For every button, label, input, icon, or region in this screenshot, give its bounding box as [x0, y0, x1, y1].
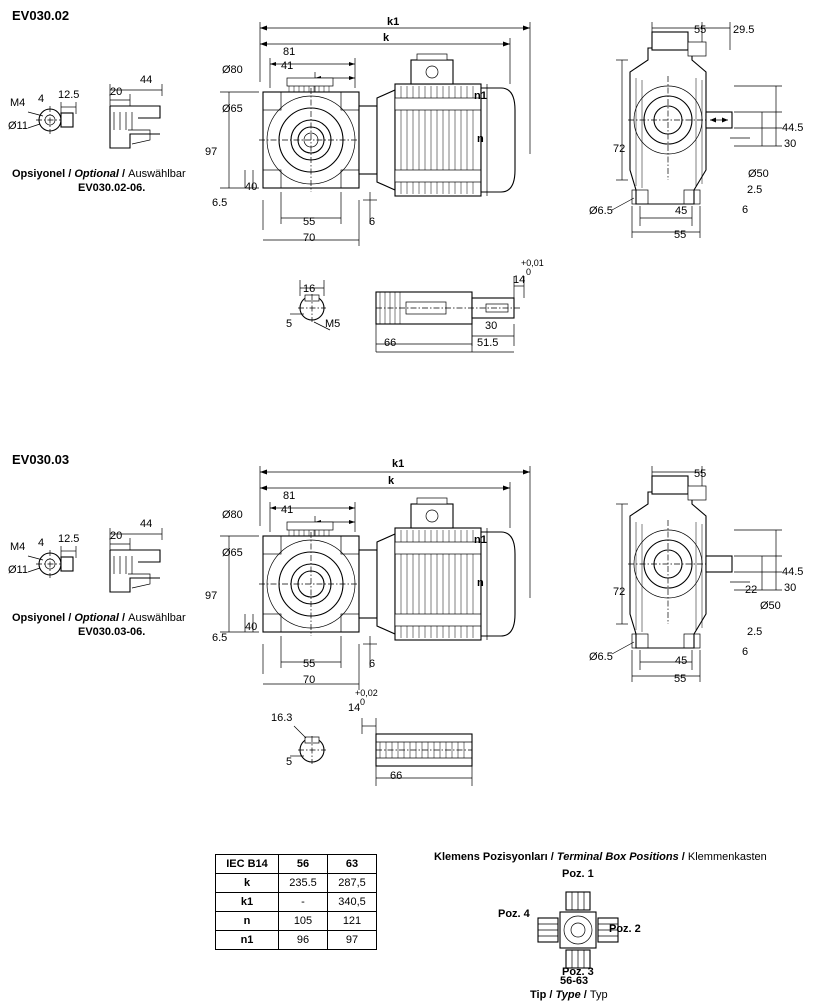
- side-dim-25-2: 2.5: [747, 626, 763, 638]
- terminal-box-title-en: Terminal Box Positions: [556, 851, 679, 863]
- detail-1-125-label: 12.5: [58, 89, 80, 101]
- dim-65-label-2: 6.5: [212, 632, 228, 644]
- optional-code-2: EV030.03-06.: [78, 626, 146, 638]
- dim-k1-label-1: k1: [387, 16, 400, 28]
- dim-40-label-2: 40: [245, 621, 258, 633]
- row-label-k: k: [216, 874, 279, 893]
- shaft-dim-14-1: 14: [513, 274, 526, 286]
- terminal-pos-3-label: Poz. 3: [562, 966, 594, 978]
- dim-d80-label-1: Ø80: [222, 64, 243, 76]
- shaft-dim-m5-1: M5: [325, 318, 341, 330]
- terminal-caption: [530, 989, 608, 1002]
- row-n-63: 121: [328, 912, 377, 931]
- row-k-56: 235.5: [279, 874, 328, 893]
- dim-97-label-2: 97: [205, 590, 218, 602]
- sep-t2: /: [678, 851, 688, 863]
- dim-6-label-1: 6: [369, 216, 376, 228]
- optional-note-1-de: Auswählbar: [128, 168, 186, 180]
- dim-41-label-1: 41: [281, 60, 294, 72]
- table-row: [216, 874, 377, 893]
- dim-k-label-1: k: [383, 32, 390, 44]
- side-view-drawing-2: [610, 464, 810, 694]
- dim-97-label-1: 97: [205, 146, 218, 158]
- detail-1-44-label: 44: [140, 74, 153, 86]
- terminal-box-title-de: Klemmenkasten: [687, 851, 767, 863]
- side-dim-55-top-2: 55: [694, 468, 707, 480]
- detail-2-125-label: 12.5: [58, 533, 80, 545]
- row-k1-56: -: [279, 893, 328, 912]
- side-dim-55-bottom-2: 55: [674, 673, 687, 685]
- optional-detail-drawing-2: [10, 522, 200, 602]
- dim-40-label-1: 40: [245, 181, 258, 193]
- optional-note-2-en: Optional: [74, 612, 119, 624]
- side-dim-22-2: 22: [745, 584, 758, 596]
- detail-1-20-label: 20: [110, 86, 123, 98]
- shaft-tol-1: +0,01: [521, 258, 544, 268]
- side-dim-72-1: 72: [613, 143, 626, 155]
- shaft-dim-14-2: 14: [348, 702, 361, 714]
- row-n1-56: 96: [279, 931, 328, 950]
- terminal-box-title: [434, 851, 767, 864]
- detail-1-m4-label: M4: [10, 97, 26, 109]
- shaft-tol-2: +0,02: [355, 688, 378, 698]
- sep-2b: /: [118, 612, 129, 624]
- dim-d65-label-1: Ø65: [222, 103, 243, 115]
- dim-n1-label-1: n1: [474, 90, 487, 102]
- front-view-drawing-2: [215, 458, 575, 698]
- table-row: [216, 893, 377, 912]
- side-dim-d50-1: Ø50: [748, 168, 769, 180]
- side-dim-55-top-1: 55: [694, 24, 707, 36]
- sep-c2: /: [580, 989, 590, 1001]
- row-label-n: n: [216, 912, 279, 931]
- dim-81-label-2: 81: [283, 490, 296, 502]
- shaft-dim-163-2: 16.3: [271, 712, 293, 724]
- detail-1-d11-label: Ø11: [8, 120, 28, 132]
- optional-note-1-en: Optional: [74, 168, 119, 180]
- terminal-caption-en: Type: [555, 989, 581, 1001]
- detail-2-m4-label: M4: [10, 541, 26, 553]
- shaft-dim-66-2: 66: [390, 770, 403, 782]
- sep-2a: /: [65, 612, 75, 624]
- row-label-n1: n1: [216, 931, 279, 950]
- dim-k1-label-2: k1: [392, 458, 405, 470]
- shaft-dim-5-1: 5: [286, 318, 293, 330]
- shaft-dim-16-1: 16: [303, 283, 316, 295]
- side-dim-445-1: 44.5: [782, 122, 804, 134]
- table-header-63: 63: [328, 855, 377, 874]
- sep-1b: /: [118, 168, 129, 180]
- section-title-2: EV030.03: [12, 452, 70, 467]
- side-dim-d65-2: Ø6.5: [589, 651, 613, 663]
- shaft-detail-drawing-2: [280, 712, 550, 792]
- side-dim-55-bottom-1: 55: [674, 229, 687, 241]
- table-header-56: 56: [279, 855, 328, 874]
- terminal-caption-de: Typ: [589, 989, 608, 1001]
- dim-6-label-2: 6: [369, 658, 376, 670]
- dim-70-label-2: 70: [303, 674, 316, 686]
- terminal-pos-1-label: Poz. 1: [562, 868, 594, 880]
- shaft-detail-drawing-1: [280, 270, 550, 355]
- dim-n-label-1: n: [477, 133, 484, 145]
- front-view-dims-1: [215, 14, 575, 254]
- side-dim-6-2: 6: [742, 646, 749, 658]
- detail-2-d11-label: Ø11: [8, 564, 28, 576]
- side-dim-6-1: 6: [742, 204, 749, 216]
- side-dim-30-2: 30: [784, 582, 797, 594]
- shaft-dim-5-2: 5: [286, 756, 293, 768]
- optional-code-1: EV030.02-06.: [78, 182, 146, 194]
- side-dim-295-1: 29.5: [733, 24, 755, 36]
- spec-table: [215, 854, 377, 950]
- row-n1-63: 97: [328, 931, 377, 950]
- sep-1a: /: [65, 168, 75, 180]
- optional-note-1: [12, 168, 186, 181]
- sep-t1: /: [547, 851, 557, 863]
- side-view-drawing-1: [610, 20, 810, 250]
- side-dim-d65-1: Ø6.5: [589, 205, 613, 217]
- dim-81-label-1: 81: [283, 46, 296, 58]
- detail-1-qty-label: 4: [38, 93, 45, 105]
- dim-55-label-2: 55: [303, 658, 316, 670]
- optional-detail-drawing-1: [10, 78, 200, 158]
- terminal-pos-2-label: Poz. 2: [609, 923, 641, 935]
- dim-n1-label-2: n1: [474, 534, 487, 546]
- optional-note-1-tr: Opsiyonel: [12, 168, 66, 180]
- row-k-63: 287,5: [328, 874, 377, 893]
- dim-d65-label-2: Ø65: [222, 547, 243, 559]
- side-dim-45-2: 45: [675, 655, 688, 667]
- optional-note-2-de: Auswählbar: [128, 612, 186, 624]
- terminal-pos-4-label: Poz. 4: [498, 908, 530, 920]
- detail-2-20-label: 20: [110, 530, 123, 542]
- shaft-dim-66-1: 66: [384, 337, 397, 349]
- section-title-1: EV030.02: [12, 8, 70, 23]
- table-header-iec: IEC B14: [216, 855, 279, 874]
- dim-d80-label-2: Ø80: [222, 509, 243, 521]
- row-n-56: 105: [279, 912, 328, 931]
- terminal-caption-tr: Tip: [530, 989, 547, 1001]
- side-dim-72-2: 72: [613, 586, 626, 598]
- dim-65-label-1: 6.5: [212, 197, 228, 209]
- optional-note-2: [12, 612, 186, 625]
- side-dim-445-2: 44.5: [782, 566, 804, 578]
- side-dim-45-1: 45: [675, 205, 688, 217]
- shaft-dim-30-1: 30: [485, 320, 498, 332]
- dim-k-label-2: k: [388, 475, 395, 487]
- shaft-tol-1b: 0: [521, 267, 532, 277]
- shaft-dim-515-1: 51.5: [477, 337, 499, 349]
- row-label-k1: k1: [216, 893, 279, 912]
- optional-note-2-tr: Opsiyonel: [12, 612, 66, 624]
- dim-n-label-2: n: [477, 577, 484, 589]
- table-row: [216, 931, 377, 950]
- dim-70-label-1: 70: [303, 232, 316, 244]
- side-dim-d50-2: Ø50: [760, 600, 781, 612]
- table-row: [216, 912, 377, 931]
- detail-2-qty-label: 4: [38, 537, 45, 549]
- terminal-caption-code: 56-63: [560, 975, 589, 987]
- side-dim-25-1: 2.5: [747, 184, 763, 196]
- dim-55-label-1: 55: [303, 216, 316, 228]
- detail-2-44-label: 44: [140, 518, 153, 530]
- terminal-box-title-tr: Klemens Pozisyonları: [434, 851, 548, 863]
- shaft-tol-2b: 0: [355, 697, 366, 707]
- dim-41-label-2: 41: [281, 504, 294, 516]
- sep-c1: /: [546, 989, 556, 1001]
- table-header-row: [216, 855, 377, 874]
- side-dim-30-1: 30: [784, 138, 797, 150]
- row-k1-63: 340,5: [328, 893, 377, 912]
